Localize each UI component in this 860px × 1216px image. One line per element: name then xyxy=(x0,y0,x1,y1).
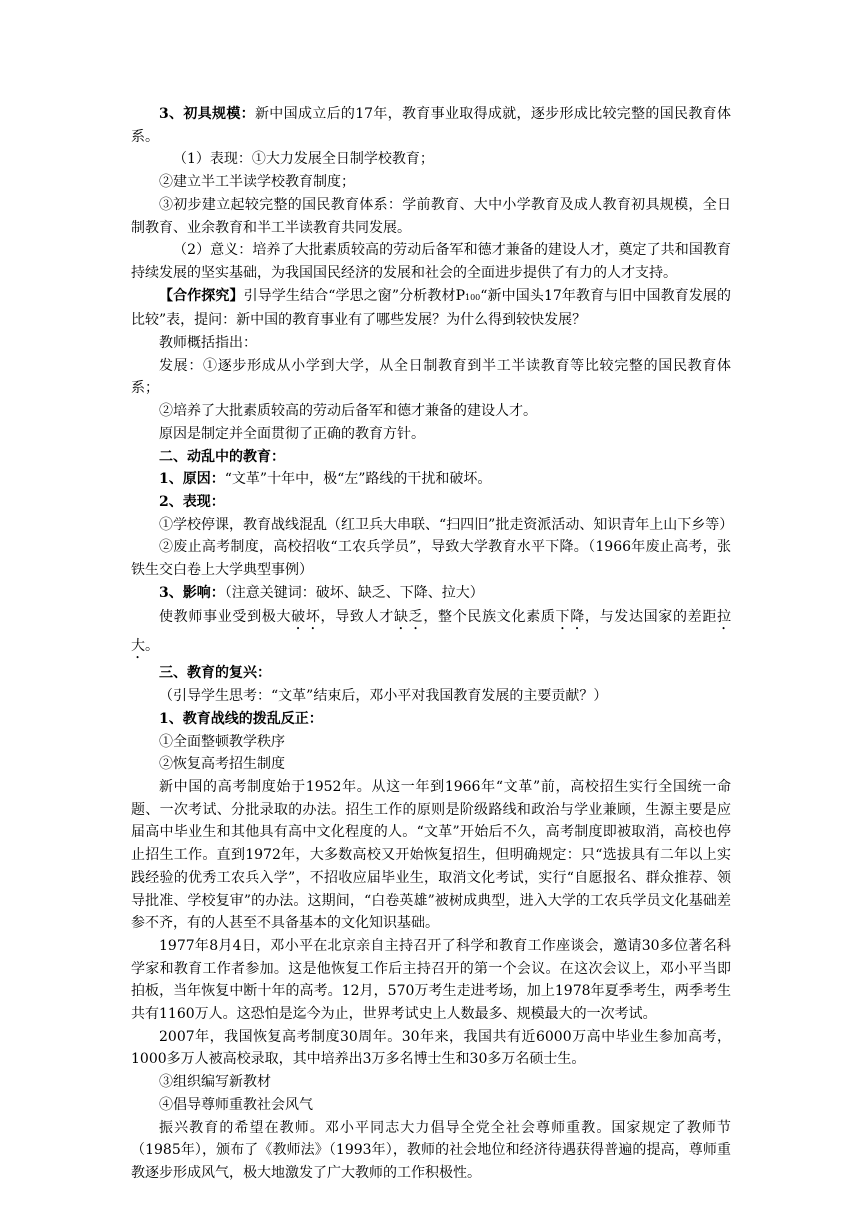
paragraph-8: 发展：①逐步形成从小学到大学，从全日制教育到半工半读教育等比较完整的国民教育体系； xyxy=(131,357,731,397)
paragraph-24: 1977年8月4日，邓小平在北京亲自主持召开了科学和教育工作座谈会，邀请30多位著名科学家和教育工作者参加。这是他恢复工作后主持召开的第一个会议。在这次会议上，邓小平当即拍板，当年恢复中断十年的高考。12月，570万考生走进考场，加上1978年夏季考生，两季考生共有1160万人。这恐怕是迄今为止，世界考试史上人数最多、规模最大的一次考试。 xyxy=(131,937,731,1023)
paragraph-23: 新中国的高考制度始于1952年。从这一年到1966年“文革”前，高校招生实行全国统一命题、一次考试、分批录取的办法。招生工作的原则是阶级路线和政治与学业兼顾，生源主要是应届高中毕业生和其他具有高中文化程度的人。“文革”开始后不久，高考制度即被取消，高校也停止招生工作。直到1972年，大多数高校又开始恢复招生，但明确规定：只“选拔具有二年以上实践经验的优秀工农兵入学”，不招收应届毕业生，取消文化考试，实行“自愿报名、群众推荐、领导批准、学校复审”的办法。这期间，“白卷英雄”被树成典型，进入大学的工农兵学员文化基础差参不齐，有的人甚至不具备基本的文化知识基础。 xyxy=(131,778,731,932)
paragraph-5: （2）意义：培养了大批素质较高的劳动后备军和德才兼备的建设人才，奠定了共和国教育持续发展的坚实基础，为我国国民经济的发展和社会的全面进步提供了有力的人才支持。 xyxy=(131,242,731,281)
heading-restoring-order: 1、教育战线的拨乱反正： xyxy=(159,710,323,727)
page-ref-subscript: 100 xyxy=(465,292,481,302)
paragraph-22: ②恢复高考招生制度 xyxy=(159,756,285,773)
paragraph-15: ②废止高考制度，高校招收“工农兵学员”，导致大学教育水平下降。（1966年废止高考，张铁生交白卷上大学典型事例） xyxy=(131,539,731,579)
emphasis-keyword: 缺乏 xyxy=(393,609,424,626)
paragraph-2: （1）表现：①大力发展全日制学校教育； xyxy=(173,151,434,168)
section-heading-3: 三、教育的复兴： xyxy=(159,665,271,682)
emphasis-keyword: 拉大 xyxy=(131,609,732,655)
emphasis-keyword: 下降 xyxy=(555,609,585,626)
paragraph-9: ②培养了大批素质较高的劳动后备军和德才兼备的建设人才。 xyxy=(159,403,537,420)
paragraph-10: 原因是制定并全面贯彻了正确的教育方针。 xyxy=(159,425,425,442)
paragraph-19: （引导学生思考：“文革”结束后，邓小平对我国教育发展的主要贡献？） xyxy=(159,688,608,705)
paragraph-1 xyxy=(131,103,731,148)
heading-impact: 3、影响： xyxy=(159,584,225,601)
heading-initial-scale: 3、初具规模： xyxy=(159,106,255,122)
paragraph-text: ，整个民族文化素质 xyxy=(423,609,556,626)
paragraph-3: ②建立半工半读学校教育制度； xyxy=(159,174,355,191)
paragraph-21: ①全面整顿教学秩序 xyxy=(159,733,285,750)
paragraph-text: 使教师事业受到极大 xyxy=(159,609,292,626)
paragraph-12 xyxy=(131,468,731,491)
paragraph-text: 。 xyxy=(145,638,159,655)
paragraph-25: 2007年，我国恢复高考制度30周年。30年来，我国共有近6000万高中毕业生参加高考，1000多万人被高校录取，其中培养出3万多名博士生和30多万名硕士生。 xyxy=(131,1028,731,1068)
section-heading-2: 二、动乱中的教育： xyxy=(159,448,285,465)
paragraph-26: ③组织编写新教材 xyxy=(159,1074,271,1091)
paragraph-16 xyxy=(131,582,731,605)
emphasis-keyword: 破坏 xyxy=(291,609,321,626)
paragraph-28: 振兴教育的希望在教师。邓小平同志大力倡导全党全社会尊师重教。国家规定了教师节（1985年），颁布了《教师法》（1993年），教师的社会地位和经济待遇获得普遍的提高，尊师重教逐步形成风气，极大地激发了广大教师的工作积极性。 xyxy=(131,1119,731,1181)
paragraph-14: ①学校停课，教育战线混乱（红卫兵大串联、“扫四旧”批走资派活动、知识青年上山下乡等） xyxy=(159,516,734,533)
paragraph-text: “新中国头17年教育与旧中国教育发展的比较”表，提问：新中国的教育事业有了哪些发展？为什么得到较快发展？ xyxy=(131,287,731,329)
paragraph-4: ③初步建立起较完整的国民教育体系：学前教育、大中小学教育及成人教育初具规模，全日制教育、业余教育和半工半读教育共同发展。 xyxy=(131,196,731,236)
heading-manifestation: 2、表现： xyxy=(159,493,225,510)
paragraph-17 xyxy=(131,604,731,662)
heading-cause: 1、原因： xyxy=(159,471,225,488)
paragraph-text: （注意关键词：破坏、缺乏、下降、拉大） xyxy=(224,584,484,601)
paragraph-7: 教师概括指出： xyxy=(159,335,257,352)
paragraph-text: 引导学生结合“学思之窗”分析教材P xyxy=(243,287,465,304)
paragraph-text: ，导致人才 xyxy=(320,609,394,626)
paragraph-27: ④倡导尊师重教社会风气 xyxy=(159,1096,313,1113)
paragraph-6 xyxy=(131,285,731,332)
document-body xyxy=(131,103,734,1185)
paragraph-text: 新中国成立后的17年，教育事业取得成就，逐步形成比较完整的国民教育体系。 xyxy=(131,106,732,145)
heading-cooperative-inquiry: 【合作探究】 xyxy=(159,287,244,304)
paragraph-text: ，与发达国家的差距 xyxy=(584,609,718,626)
paragraph-text: “文革”十年中，极“左”路线的干扰和破坏。 xyxy=(224,471,492,488)
